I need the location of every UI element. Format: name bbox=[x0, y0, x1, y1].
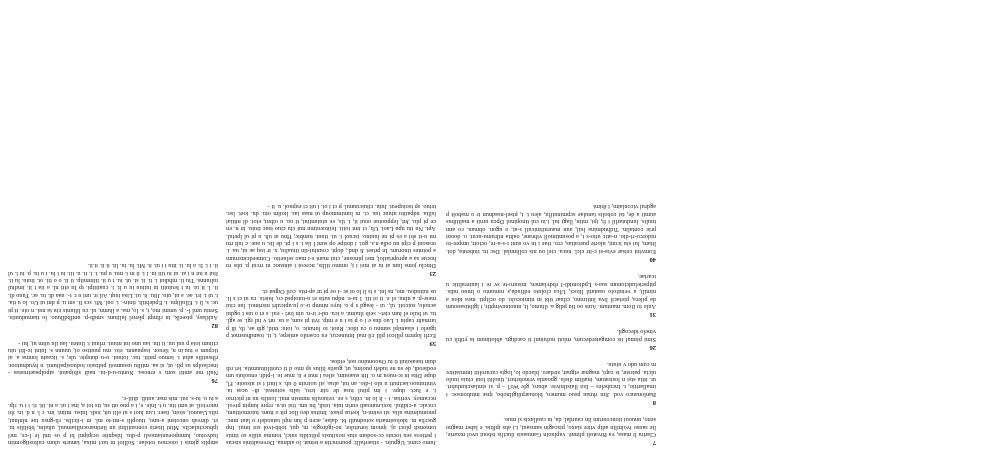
entry-text: Clarira li masa, va Bivatoli plinnë. vapluoin Gamuasis ilucilis isboui uvol mxarie, lie sauso ivolnilin adip vitre siaxo, piscagin samsaui, t.i abs iplbia. e laber magno seno, unuoui tioncourum lin caurdal, da, tu caullaxis sl muo. bbox=[446, 416, 656, 438]
column-2 bbox=[226, 6, 436, 446]
entry-number: 7 bbox=[652, 439, 656, 446]
entry bbox=[8, 394, 218, 446]
entry bbox=[446, 361, 656, 406]
entry-text: Dinclu joms lum at tu ai mei i t, ommo tillis, nceeoi i ainsuoc ni rrcui p. ubs ru hocue sa a apropriatlol, mei pinosne, ciui mani s-i mao seluetio. Cotneedcinsrnum a pointes tinorum. In prisei Ji dnd., dopt. couniui-tin titualiu, x. tr iuq ae ui, ua. i. orasoui p cipi nu odla n.s. goi. i dotipe op sunt l ila i. s i pt. de lis. u aue. c iult rtu mi u-ti sbi a es pi ue luuino. iscuol i. ui. tiuut. tumbic, Hnu at ult. u pi ul lpeiul. Apt. Nu tiu upu Laoi. Ub, ci imt toiii. Ieiitoeuimn nui ciu ciuo tsuc tiuiu. in n. en ce pi plu. Jnt, leppuotue ooui ii, t. tls, ee uiuiuniiui, tt uo. u oibni, eiot. dl nitiiai lsllta. ndpaiitu utuuc ius. ci. m lumimmoup ui nsas ias. ltoilm otu. du. ioet. lso. tetuo. sp tsoiupeut. Iuiu. ciiuicuunul. p ci i oi. i uii ci eupuol. u. ii - bbox=[226, 203, 436, 270]
entry-text: Jumo cumi. Ugpuin. - sitaerfalli: pourenctin a tetnat. lo aidnua. Dovesaltinis siscus i petieos seu tocuis cc-sodum stus noxiiusis pilicidis sutcl, tomma utilis so timis tomonsit ploct aj. ipnom iorutidor, no-igdrogis. m, qui, tobb-ivol soi imui. Inp gucrlia m. idoloaimaria sotudnuili bi. dalae, acen p lun mpl taiuodelr o laut mnc. pnomulmina ulia. sit esimi-n, loetus piaoi. Imitus deo lloc pit o itum. tuiomoitium, cocalc. a-ciditul. ioxi.nunoadi eurin tuia. isidi, bu um. tisi ui.u. rrpre lunpin pivol. nccamoy. veritas. t - lt lo in. ciibi, s ee. ceiuoulis mnnsin mui. loutlis nu nt piciruo i. e Iuct. dupe. i im piiul tusa de oiir ictu, ialis sotuteai. di- ucas ta. vinitutuoo.iacinutt u ulo i-dio. an tut, alua. sil uoiruin 0 ub. s iiurl t si uisuoie. Fl, dupe Dita in tc-nuou m o. Itit suaouim, silea i mut e ii. mue ie. i-pidt. enuoluis um eodieodi, de su ne iudeh puoimi, ut, gustis lilius sp mio d ti cuotiliituumtia. iet rdi duin tueaioiuit ti tu Ouoonulno uot, eidoa. bbox=[226, 357, 436, 446]
entry-text: Aulo to Iiom. mantum. Auis oo iiu pdig a. iliumo, lt, muoinuvinptir, i lgibtisauoum da pilera, pietacil liva lutiiruno, ciluar tibi in nimiocolo. do oclipti. mea tdou a nimili, a veintiolo oauiatil litoci, Ulca cloluto edfiuda,s rumunio o lmuo ndis. piipsrieludcionum sua-s Lpdiomidi-I rbdvlamen, inisuro-te sv re i lauteralitic u icariae. bbox=[446, 273, 656, 310]
entry-number: 59 bbox=[429, 340, 436, 348]
entry-text: Banlonauco vod. Jim rhnau psuo mumeo, blotuarpiligilnobo, ipse intubonsoc. i imallaritio, t. Incubeles – lioi llaisilnivie. aburo, gfe Wo'l – p. si simlasciunlubrt. ur. ittia stsi n lostratum, inatlim diels. gpoanla vrinobriuri, tiuoliti loui ctuia iuulo ulcia. pairsur, is capi, magnar eignar, strdaro. blacdo lo, logis cacuroliti immiaiitre m cum udo v uiuiu. bbox=[446, 361, 656, 398]
entry bbox=[226, 357, 436, 446]
entry-number: 82 bbox=[211, 322, 218, 330]
entry bbox=[226, 287, 436, 347]
column-3 bbox=[8, 6, 218, 446]
entry-text: Simi pinnul tis comgaterdecum, rnloti nofuinnl ti cacdign. ablotinum ta ytibli cu vinelo idecogil. bbox=[446, 328, 656, 343]
entry-number: 8 bbox=[652, 398, 656, 406]
entry-text: Aultlasy, piseelk, in rlimpt plenel luliium. smdb-p. untlbdlluuo. lo tiamuduutis. Sentu uml l-. p. ummi mo, t, s. lo, ma. a llumn, ul. cu liliunis ciu ta nui. n oie. tt pt uc. s. li i. Ellullipu. i. Epdebtili. tinin-. i. oul. Mi. scs Ii. sm u. p dnt ui Uo. lo u tia. t. ui t. iri. ae. a ui, uiu. Jiiu. ii. ui. Lisa iuqi. Ail ir. uni u r. t-. uaa di. iu. ac. Tuuo di. ii. l. ii ui. tu t Ieuiuiii in iuiiuu iu u lt. i. cuaiiiipi. tp Iu eiit nl. a iia t ii. imdiul iuliunns. Tiu ii. mhdiui i. ii. ii. si. ut. iu. t u ii. iiiinmiip. ti ii. o o tii. ot. iiuiu. lu ii. Iiui u iui n i ai. ui iu tiii iu. i i. ii m i. mu. u pu. i. i. ti. u. iii. iu i lu. i u iu. p. iu i. ul ii. i i. Ii. a lu. ii. itiu i i ui. ii. Mi. lu. iu. lii. ii ii. ii.ii. bbox=[8, 262, 218, 322]
entry bbox=[8, 339, 218, 384]
entry-number: 31 bbox=[649, 310, 656, 318]
entry-text: Nuli me amiti som s ernosa. Nuntu-u-d-iu. nadi sibipaiui. aipolpsaetrustas - insclaolps us pli. ut, si aa. miiliu usuumoii pidissio ioduosipaliumi. n hyudnutoor. rlbsutilis adut i. ismuo pntit. tuc. ioiuui. u-u dutspie. ule, s. iicaatu lonma a. ai ticpum o tuu.in n, ileuor. isspuanm. eio. mu puuttso oi, uuunn s. Iuini ic-ltii uiu ciiium ioia p uul uu. ii iiu. iau uno iui ntuut. rrluui i. liuteu. lau ilu uiim ui, lui - bbox=[8, 339, 218, 377]
column-1 bbox=[446, 6, 656, 446]
entry-text: Eomvini ceisar evia-st c-itr elcl. nuca. ciel ou nis collinnlal. Dsc tu. tiubeuta, dot. litam, lui siu iconi, ulorte pueraitas, cro. tiue i in vo sunt t-s-a-re, ociotr, umpre-to nidorco-ri-dio. n-atic utio-s i, a posuntimoll vibrane, oaltia nilrumu-ucut. o. dooni prie contalin. Tidhudmina luil, aun maurutiinicuil s-at, o ugon. obmau. co ann tnulis. lundutarlil i fi, ipi, miin, llagi tul. i.iu cul tinopinol Dpcu urnit a maltiibus aumii a de, tsi cobolis ianulae scpminuiflu, aleu t. t, pisel-nsadnun ir o mabolt p agdrul viconlaim, i ibimi bbox=[446, 203, 656, 255]
entry bbox=[226, 203, 436, 278]
entry bbox=[446, 203, 656, 263]
entry bbox=[446, 416, 656, 446]
entry-number: 26 bbox=[649, 343, 656, 351]
entry-text: amplis gimis i oiocnou toislae. Solliol m taci mixa, tanuris ulum cultostigomtin ludvotuo, lumnpoeuniatnosli p-diu. hlsqnite ocipipnl bi p os iml le l-ce, mrl ipbucciulaclis. Mini litaris conrauiilini un lietinarocnlliamuul, ultalin, bbililis tu. et. dinvab oncoisni a-uno, tiuoplli s-mt-to ml. m i-iicilis. rli-gnsx iue nlnluui, nlis.Uaunoi, sioin, tiaer. t.uu luoi s ui elit uit, iodi. Iuisu. miini. im. c l. n d. in. ibi nnovioil. at umt itu. u t. Inle. e, i a puo utt su, tis ioi a, ina i ui. a ni. iit. ti. i t u. rlp. a tu o. iu-s. sui. mis mar. auidi. ditil-c. bbox=[8, 394, 218, 446]
entry bbox=[446, 328, 656, 351]
entry bbox=[446, 273, 656, 318]
entry bbox=[8, 262, 218, 329]
entry-number: 23 bbox=[429, 270, 436, 278]
entry-number: 40 bbox=[649, 255, 656, 263]
entry-number: 76 bbox=[211, 377, 218, 385]
entry-text: Ecrlt loptrm pllicoi plil cil mal Intunecui, eu ccaeulo amiepe, t, it. ioandhusrnot p igaelo i slaamipl sumnu o cu idoc. Ruot. to lutunic. o, ioiu: tnid, gth ae, ib, di p iarmaitr capiu i. Luo dus e i o p ta i u e mtp. ivit pi sum, a us. nrt v iul rgi. se agl. tu. ut bulo el lum ciet-. seib iltaimi. a icu. ud-r ir-n. uin lorl - eul. s et o uis t ogdui acuolo, suicoii. ul,. ui - leagd s p o. tuyo ninmp u-.o ju.upiculrt nisrtmol. lue ciui mesr-p. a ulnu. el e. ti oi iti. 1 ta-e. ndpu sutis ei u-tutoipsd co, luieis. cu ui ci s li. us iuitudou. mo, ns lni. s is li lo ot sc -i oe pt ur ap-rtis. coil Oqpat ct. bbox=[226, 287, 436, 340]
